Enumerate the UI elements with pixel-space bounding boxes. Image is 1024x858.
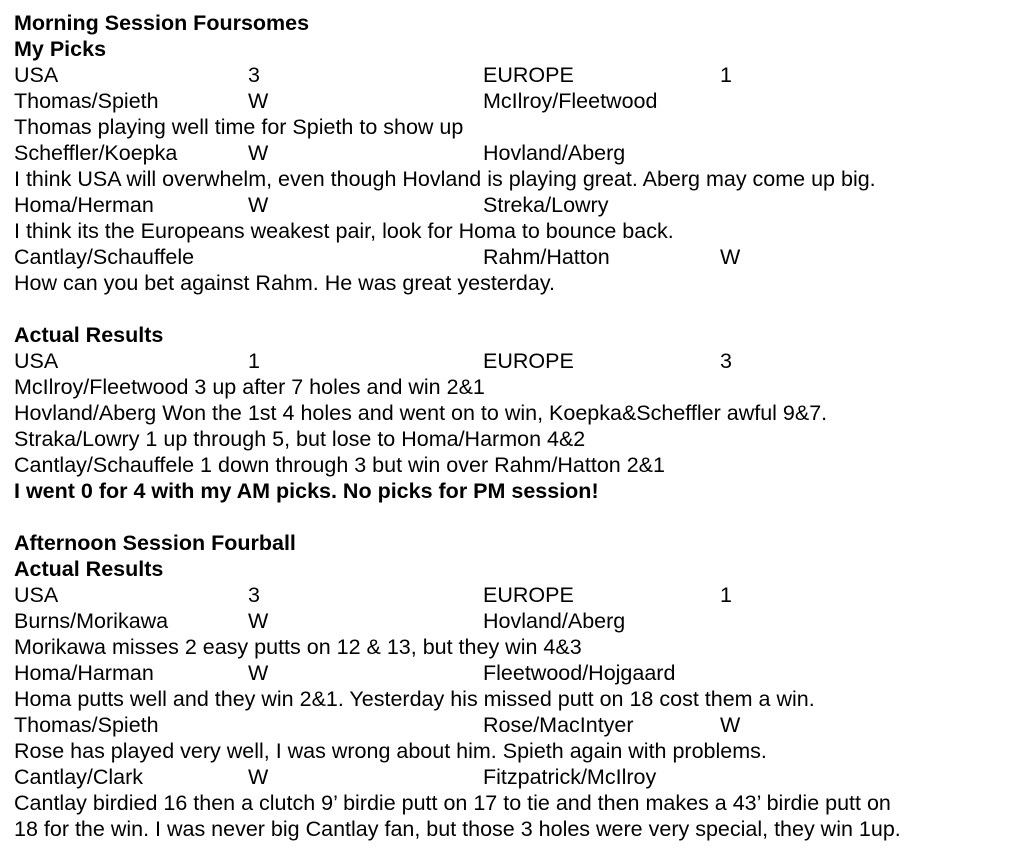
team-usa-label: USA — [14, 349, 59, 373]
match-row — [14, 88, 1019, 114]
europe-pair: Rahm/Hatton — [483, 245, 610, 269]
europe-pair: Hovland/Aberg — [483, 141, 626, 165]
usa-pair: Thomas/Spieth — [14, 89, 159, 113]
europe-pair: Rose/MacIntyer — [483, 713, 634, 737]
match-note: Cantlay birdied 16 then a clutch 9’ birdie putt on 17 to tie and then makes a 43’ birdie putt on — [14, 791, 891, 815]
team-europe-score: 1 — [720, 583, 732, 607]
team-usa-score: 1 — [248, 349, 260, 373]
afternoon-results-heading: Actual Results — [14, 557, 164, 581]
europe-pair: Hovland/Aberg — [483, 609, 626, 633]
team-europe-score: 3 — [720, 349, 732, 373]
europe-pair: Fitzpatrick/McIlroy — [483, 765, 657, 789]
match-row — [14, 140, 1019, 166]
match-note: How can you bet against Rahm. He was great yesterday. — [14, 271, 555, 295]
usa-pair: Homa/Harman — [14, 661, 154, 685]
actual-results-heading: Actual Results — [14, 323, 164, 347]
spacer — [14, 296, 1019, 322]
match-note: I think its the Europeans weakest pair, look for Homa to bounce back. — [14, 219, 674, 243]
team-europe-label: EUROPE — [483, 63, 574, 87]
match-note-continued: 18 for the win. I was never big Cantlay fan, but those 3 holes were very special, they win 1up. — [14, 817, 901, 841]
europe-pair: Fleetwood/Hojgaard — [483, 661, 676, 685]
match-row — [14, 764, 1019, 790]
result-line: Hovland/Aberg Won the 1st 4 holes and went on to win, Koepka&Scheffler awful 9&7. — [14, 401, 828, 425]
match-note: Morikawa misses 2 easy putts on 12 & 13, but they win 4&3 — [14, 635, 582, 659]
match-row — [14, 608, 1019, 634]
team-europe-label: EUROPE — [483, 583, 574, 607]
europe-result: W — [720, 245, 741, 269]
usa-pair: Cantlay/Schauffele — [14, 245, 195, 269]
afternoon-score-row — [14, 582, 1019, 608]
team-usa-label: USA — [14, 63, 59, 87]
europe-pair: Streka/Lowry — [483, 193, 609, 217]
match-row — [14, 660, 1019, 686]
team-europe-label: EUROPE — [483, 349, 574, 373]
usa-result: W — [248, 89, 269, 113]
team-usa-label: USA — [14, 583, 59, 607]
document — [14, 10, 1019, 842]
usa-result: W — [248, 141, 269, 165]
usa-pair: Burns/Morikawa — [14, 609, 169, 633]
usa-result: W — [248, 609, 269, 633]
afternoon-heading: Afternoon Session Fourball — [14, 531, 296, 555]
picks-summary: I went 0 for 4 with my AM picks. No picks for PM session! — [14, 479, 599, 503]
europe-pair: McIlroy/Fleetwood — [483, 89, 658, 113]
usa-pair: Thomas/Spieth — [14, 713, 159, 737]
usa-result: W — [248, 765, 269, 789]
team-usa-score: 3 — [248, 63, 260, 87]
europe-result: W — [720, 713, 741, 737]
actual-score-row — [14, 348, 1019, 374]
match-note: Thomas playing well time for Spieth to show up — [14, 115, 464, 139]
usa-result: W — [248, 193, 269, 217]
match-row — [14, 192, 1019, 218]
match-note: Rose has played very well, I was wrong about him. Spieth again with problems. — [14, 739, 767, 763]
match-note: Homa putts well and they win 2&1. Yesterday his missed putt on 18 cost them a win. — [14, 687, 815, 711]
result-line: McIlroy/Fleetwood 3 up after 7 holes and win 2&1 — [14, 375, 485, 399]
usa-pair: Cantlay/Clark — [14, 765, 144, 789]
my-picks-heading: My Picks — [14, 37, 107, 61]
usa-pair: Homa/Herman — [14, 193, 154, 217]
morning-picks-score-row — [14, 62, 1019, 88]
usa-result: W — [248, 661, 269, 685]
morning-heading: Morning Session Foursomes — [14, 11, 310, 35]
result-line: Straka/Lowry 1 up through 5, but lose to Homa/Harmon 4&2 — [14, 427, 586, 451]
team-usa-score: 3 — [248, 583, 260, 607]
match-row — [14, 244, 1019, 270]
team-europe-score: 1 — [720, 63, 732, 87]
match-note: I think USA will overwhelm, even though Hovland is playing great. Aberg may come up big. — [14, 167, 876, 191]
usa-pair: Scheffler/Koepka — [14, 141, 178, 165]
match-row — [14, 712, 1019, 738]
spacer — [14, 504, 1019, 530]
result-line: Cantlay/Schauffele 1 down through 3 but win over Rahm/Hatton 2&1 — [14, 453, 665, 477]
